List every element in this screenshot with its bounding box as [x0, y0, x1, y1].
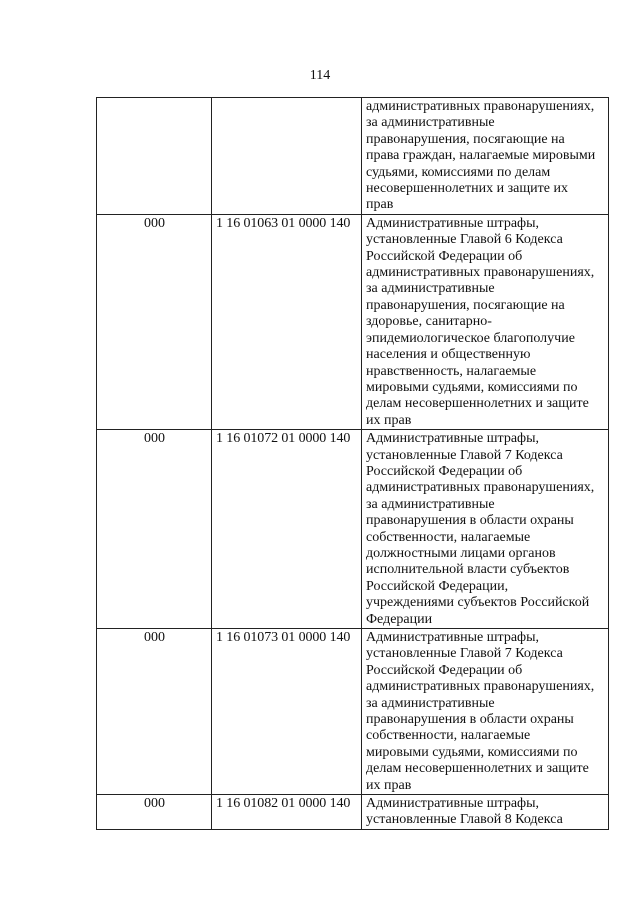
- description-line: права граждан, налагаемые мировыми: [366, 148, 596, 164]
- description-line: судьями, комиссиями по делам: [366, 164, 551, 180]
- description-line: делам несовершеннолетних и защите: [366, 396, 589, 412]
- description-line: мировыми судьями, комиссиями по: [366, 744, 578, 760]
- description-cell: [362, 98, 609, 215]
- description-line: установленные Главой 6 Кодекса: [366, 232, 563, 248]
- description-line: за административные: [366, 115, 495, 131]
- description-line: правонарушения, посягающие на: [366, 131, 565, 147]
- kbk-code-cell: 1 16 01073 01 0000 140: [212, 629, 362, 795]
- admin-code-cell: 000: [97, 214, 212, 429]
- description-line: Административные штрафы,: [366, 796, 540, 812]
- description-line: Российской Федерации,: [366, 578, 509, 594]
- admin-code-cell: [97, 98, 212, 215]
- kbk-code-cell: [212, 98, 362, 215]
- description-line: административных правонарушениях,: [366, 679, 595, 695]
- table-row: [97, 98, 609, 215]
- table-body: [97, 98, 609, 830]
- description-line: делам несовершеннолетних и защите: [366, 761, 589, 777]
- description-line: Федерации: [366, 611, 433, 627]
- description-line: административных правонарушениях,: [366, 480, 595, 496]
- table-row: [97, 214, 609, 429]
- description-line: Административные штрафы,: [366, 630, 540, 645]
- description-line: исполнительной власти субъектов: [366, 562, 570, 578]
- description-line: прав: [366, 197, 394, 213]
- table-row: [97, 430, 609, 629]
- admin-code-cell: 000: [97, 430, 212, 629]
- admin-code-cell: 000: [97, 795, 212, 830]
- table-row: [97, 795, 609, 830]
- description-line: должностными лицами органов: [366, 545, 556, 561]
- description-cell: [362, 629, 609, 795]
- description-line: установленные Главой 7 Кодекса: [366, 447, 563, 463]
- description-line: эпидемиологическое благополучие: [366, 330, 575, 346]
- description-line: собственности, налагаемые: [366, 529, 531, 545]
- description-line: Российской Федерации об: [366, 248, 523, 264]
- description-line: нравственность, налагаемые: [366, 363, 537, 379]
- description-line: административных правонарушениях,: [366, 99, 595, 114]
- page-number: 114: [309, 68, 331, 83]
- description-cell: [362, 214, 609, 429]
- description-cell: [362, 430, 609, 629]
- kbk-code-cell: 1 16 01063 01 0000 140: [212, 214, 362, 429]
- kbk-code-cell: 1 16 01082 01 0000 140: [212, 795, 362, 830]
- description-line: Административные штрафы,: [366, 215, 540, 231]
- description-line: населения и общественную: [366, 347, 531, 363]
- description-cell: [362, 795, 609, 830]
- kbk-code-cell: 1 16 01072 01 0000 140: [212, 430, 362, 629]
- description-line: учреждениями субъектов Российской: [366, 595, 590, 611]
- admin-code-cell: 000: [97, 629, 212, 795]
- description-line: установленные Главой 7 Кодекса: [366, 646, 563, 662]
- description-line: за административные: [366, 281, 495, 297]
- description-line: установленные Главой 8 Кодекса: [366, 812, 563, 828]
- description-line: Российской Федерации об: [366, 463, 523, 479]
- description-line: Административные штрафы,: [366, 431, 540, 447]
- description-line: их прав: [366, 412, 412, 428]
- description-line: правонарушения в области охраны: [366, 712, 574, 728]
- description-line: правонарушения, посягающие на: [366, 297, 565, 313]
- description-line: несовершеннолетних и защите их: [366, 181, 568, 197]
- budget-classification-table: [96, 97, 609, 830]
- description-line: правонарушения в области охраны: [366, 513, 574, 529]
- description-line: за административные: [366, 496, 495, 512]
- description-line: административных правонарушениях,: [366, 265, 595, 281]
- description-line: Российской Федерации об: [366, 662, 523, 678]
- description-line: здоровье, санитарно-: [366, 314, 492, 330]
- description-line: собственности, налагаемые: [366, 728, 531, 744]
- description-line: за административные: [366, 695, 495, 711]
- table-row: [97, 629, 609, 795]
- description-line: мировыми судьями, комиссиями по: [366, 379, 578, 395]
- description-line: их прав: [366, 777, 412, 793]
